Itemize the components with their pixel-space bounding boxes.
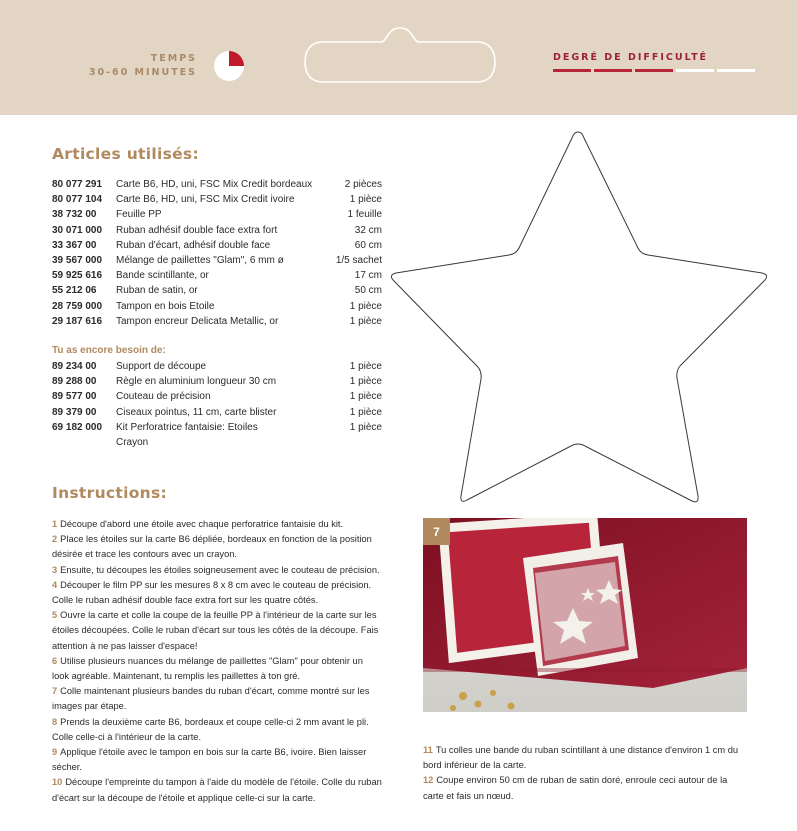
step-text: Coupe environ 50 cm de ruban de satin doré, enroule ceci autour de la carte et fais un nœud. <box>423 775 728 801</box>
step-text: Découpe d'abord une étoile avec chaque perforatrice fantaisie du kit. <box>60 519 344 529</box>
article-code: 55 212 06 <box>52 285 97 297</box>
article-row <box>52 405 382 420</box>
article-desc: Ruban d'écart, adhésif double face <box>116 239 271 251</box>
clock-icon <box>213 50 245 82</box>
article-code: 80 077 104 <box>52 194 103 206</box>
article-row <box>52 283 382 298</box>
article-code: 28 759 000 <box>52 300 103 312</box>
article-desc: Carte B6, HD, uni, FSC Mix Credit bordeaux <box>116 179 313 190</box>
article-qty: 1 pièce <box>349 421 382 433</box>
step-text: Tu colles une bande du ruban scintillant à une distance d'environ 1 cm du bord inférieur de la carte. <box>423 745 739 771</box>
article-row <box>52 420 382 435</box>
step-text: Ouvre la carte et colle la coupe de la feuille PP à l'intérieur de la carte sur les étoiles découpées. Colle le ruban d'écart sur tous les côtés de la découpe. Fais attention à ne pas laisser d'espace! <box>52 610 379 651</box>
time-title: TEMPS <box>150 53 197 64</box>
article-desc: Tampon en bois Etoile <box>116 300 215 312</box>
article-desc: Support de découpe <box>116 361 207 372</box>
step-text: Utilise plusieurs nuances du mélange de paillettes "Glam" pour obtenir un look agréable. Maintenant, tu remplis les paillettes à ton gré. <box>52 655 363 682</box>
article-row <box>52 435 382 450</box>
step-number: 1 <box>52 519 58 529</box>
article-desc: Bande scintillante, or <box>116 270 209 282</box>
article-qty: 1 pièce <box>349 300 382 312</box>
article-row <box>52 359 382 374</box>
time-label <box>89 52 197 80</box>
article-qty: 1 pièce <box>349 194 382 206</box>
article-code: 59 925 616 <box>52 270 103 282</box>
article-code: 89 234 00 <box>52 361 97 372</box>
article-desc: Kit Perforatrice fantaisie: Etoiles <box>116 421 258 433</box>
article-row <box>52 253 382 268</box>
difficulty-bar <box>717 69 755 72</box>
header-band <box>0 0 797 115</box>
extra-list <box>52 359 382 450</box>
article-code: 89 577 00 <box>52 391 97 403</box>
article-code: 69 182 000 <box>52 421 103 433</box>
article-qty: 1 pièce <box>349 376 382 388</box>
article-qty: 50 cm <box>354 285 382 297</box>
article-code: 33 367 00 <box>52 239 97 251</box>
article-code: 80 077 291 <box>52 179 103 190</box>
step-text: Prends la deuxième carte B6, bordeaux et coupe celle-ci 2 mm avant le pli. Colle celle-ci à l'intérieur de la carte. <box>52 716 369 742</box>
article-qty: 32 cm <box>354 224 382 236</box>
article-desc: Mélange de paillettes "Glam", 6 mm ø <box>116 255 284 267</box>
step-number: 9 <box>52 747 58 758</box>
instructions-title: Instructions: <box>52 484 168 502</box>
step-number: 5 <box>52 610 58 621</box>
article-qty: 17 cm <box>354 270 382 282</box>
article-qty: 1 pièce <box>349 361 382 372</box>
difficulty-bar <box>553 69 591 72</box>
article-desc: Couteau de précision <box>116 391 211 403</box>
article-code: 29 187 616 <box>52 315 103 327</box>
card-photo <box>423 518 747 712</box>
article-qty <box>316 435 382 450</box>
step-text: Ensuite, tu découpes les étoiles soigneusement avec le couteau de précision. <box>60 564 380 575</box>
article-row <box>52 192 382 207</box>
article-desc: Ruban de satin, or <box>116 285 198 297</box>
article-desc: Règle en aluminium longueur 30 cm <box>116 376 277 388</box>
instruction-step <box>52 715 382 745</box>
step-text: Découper le film PP sur les mesures 8 x 8 cm avec le couteau de précision. Colle le ruban adhésif double face extra fort sur les quatre côtés. <box>52 579 372 606</box>
step-number: 11 <box>423 745 433 755</box>
article-row <box>52 238 382 253</box>
article-code <box>52 435 116 450</box>
article-qty: 1 feuille <box>347 209 382 221</box>
step-number: 10 <box>52 777 63 788</box>
article-code: 89 288 00 <box>52 376 97 388</box>
article-desc: Ruban adhésif double face extra fort <box>116 224 278 236</box>
step-text: Applique l'étoile avec le tampon en bois sur la carte B6, ivoire. Bien laisser sécher. <box>52 747 367 773</box>
instruction-step <box>52 684 382 714</box>
step-number: 3 <box>52 564 58 575</box>
article-code: 89 379 00 <box>52 406 97 418</box>
instruction-step <box>52 532 382 562</box>
article-row <box>52 223 382 238</box>
article-desc: Tampon encreur Delicata Metallic, or <box>116 315 279 327</box>
article-row <box>52 207 382 222</box>
article-desc: Feuille PP <box>116 209 162 221</box>
difficulty-bar <box>676 69 714 72</box>
title-tab-shape <box>303 24 497 86</box>
step-number: 4 <box>52 579 58 590</box>
article-row <box>52 389 382 404</box>
article-row <box>52 177 382 192</box>
articles-list <box>52 177 382 329</box>
article-desc: Crayon <box>116 437 149 449</box>
difficulty-meter <box>553 69 755 72</box>
step-text: Colle maintenant plusieurs bandes du ruban d'écart, comme montré sur les images par étape. <box>52 686 370 712</box>
instructions-right <box>423 743 747 804</box>
difficulty-bar <box>594 69 632 72</box>
article-qty: 1 pièce <box>349 391 382 403</box>
step-number: 2 <box>52 534 58 545</box>
articles-title: Articles utilisés: <box>52 145 199 163</box>
step-text: Place les étoiles sur la carte B6 dépliée, bordeaux en fonction de la position désirée et trace les contours avec un crayon. <box>52 534 372 560</box>
article-desc: Ciseaux pointus, 11 cm, carte blister <box>116 406 277 418</box>
step-badge: 7 <box>423 518 450 545</box>
article-code: 39 567 000 <box>52 255 103 267</box>
difficulty-label: DEGRÉ DE DIFFICULTÉ <box>553 52 709 63</box>
article-row <box>52 299 382 314</box>
instruction-step <box>52 608 382 654</box>
star-template <box>388 128 768 508</box>
article-code: 38 732 00 <box>52 209 97 221</box>
instruction-step <box>52 563 382 578</box>
step-number: 7 <box>52 686 58 697</box>
article-code: 30 071 000 <box>52 224 103 236</box>
article-qty: 1 pièce <box>349 315 382 327</box>
instruction-step <box>52 654 382 684</box>
instruction-step <box>423 773 747 803</box>
article-row <box>52 374 382 389</box>
instruction-step <box>52 745 382 775</box>
step-number: 12 <box>423 775 434 786</box>
article-qty: 2 pièces <box>344 179 382 190</box>
instruction-step <box>52 517 382 532</box>
time-value: 30-60 MINUTES <box>88 67 197 78</box>
article-row <box>52 314 382 329</box>
step-number: 8 <box>52 716 58 727</box>
article-qty: 1/5 sachet <box>335 255 382 267</box>
instruction-step <box>423 743 747 773</box>
article-qty: 60 cm <box>354 239 382 251</box>
instructions-left <box>52 517 382 806</box>
step-photo <box>423 518 747 712</box>
step-number: 6 <box>52 655 58 666</box>
article-row <box>52 268 382 283</box>
extra-title: Tu as encore besoin de: <box>52 345 166 356</box>
article-qty: 1 pièce <box>349 406 382 418</box>
step-text: Découpe l'empreinte du tampon à l'aide du modèle de l'étoile. Colle du ruban d'écart sur la découpe de l'étoile et applique celle-ci sur la carte. <box>52 777 382 803</box>
difficulty-bar <box>635 69 673 72</box>
instruction-step <box>52 775 382 805</box>
article-desc: Carte B6, HD, uni, FSC Mix Credit ivoire <box>116 194 295 206</box>
instruction-step <box>52 578 382 608</box>
